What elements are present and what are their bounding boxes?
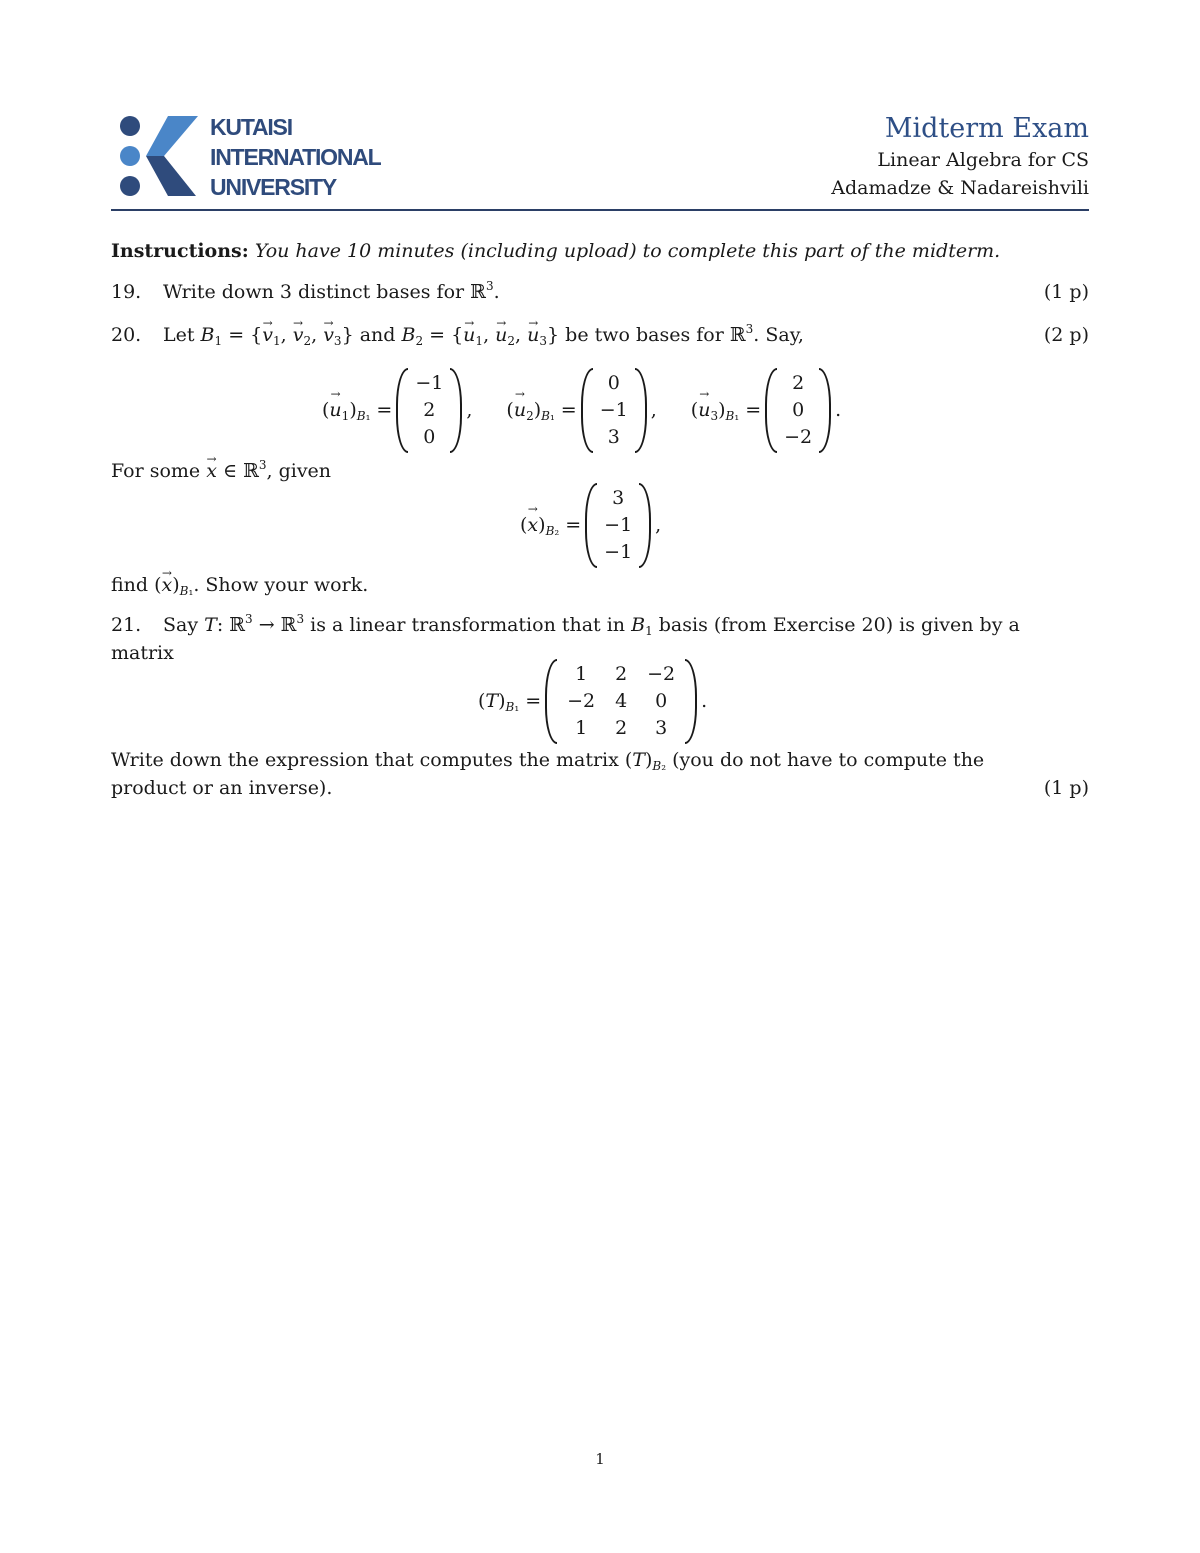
university-logo-mark: [118, 114, 198, 198]
question-20: 20. Let $B_1$ = {→ $v_1$, → $v_2$, → $v_3$} and $B_2$ = {→ $u_1$, → $u_2$, → $u_3$} be two bases for ℝ$^3$. Say, (2 p): [111, 322, 1089, 348]
instructions-text: You have 10 minutes (including upload) to complete this part of the midterm.: [254, 240, 1001, 262]
page-number: 1: [595, 1450, 605, 1468]
instructions-label: Instructions:: [111, 240, 249, 262]
logo-line-1: KUTAISI: [210, 114, 292, 140]
question-number: 20.: [111, 324, 142, 346]
write-line: Write down the expression that computes the matrix $(T)_{B_2}$ (you do not have to compute the: [111, 749, 985, 773]
matrix-cell: −1: [415, 372, 444, 394]
matrix-cell: 0: [607, 372, 620, 394]
instructions: [111, 238, 1089, 264]
x-vector-equation: (→ $x)_{B_2}$ = 3 −1 −1 ,: [520, 480, 661, 570]
matrix-cell: 1: [575, 663, 588, 685]
given-line: For some → x ∈ ℝ$^3$, given: [111, 458, 1089, 484]
question-number: 19.: [111, 281, 142, 303]
matrix-cell: 0: [792, 399, 805, 421]
matrix-cell: 2: [615, 663, 628, 685]
matrix-u3: [765, 368, 831, 453]
matrix-cell: 0: [423, 426, 436, 448]
question-number: 21.: [111, 614, 142, 636]
write-text: Write down the expression that computes the matrix: [111, 749, 619, 771]
logo-line-2: INTERNATIONAL: [210, 144, 381, 170]
matrix-u1: [396, 368, 462, 453]
given-text: For some: [111, 460, 201, 482]
question-points: (2 p): [1043, 324, 1089, 346]
exam-authors: Adamadze & Nadareishvili: [831, 177, 1089, 199]
university-name: [210, 112, 381, 202]
transformation-matrix-equation: $(T)_{B_1}$ = 1 2 −2 −2 4 0 1 2 3 .: [478, 656, 707, 746]
write-tail: (you do not have to compute the: [672, 749, 985, 771]
last-line: [111, 775, 1089, 801]
logo-line-3: UNIVERSITY: [210, 174, 337, 200]
matrix-cell: 2: [792, 372, 805, 394]
matrix-cell: 1: [575, 717, 588, 739]
question-points: (1 p): [1043, 777, 1089, 799]
question-19: 19. Write down 3 distinct bases for ℝ$^3$. (1 p): [111, 279, 1089, 303]
find-prefix: find: [111, 574, 149, 596]
matrix-cell: −1: [599, 399, 628, 421]
basis-vectors-equation: (→ $u_1)_{B_1}$ = −1 2 0 , (→ $u_2)_{B_1}$ = 0 −1 3 , (→ $u_3)_{B_1}$ = 2 0 −2 .: [322, 365, 841, 455]
matrix-cell: −1: [604, 514, 633, 536]
question-text: Write down 3 distinct bases for ℝ: [163, 281, 486, 303]
logo-dot-top: [120, 116, 140, 136]
question-points: (1 p): [1043, 281, 1089, 303]
exam-header: [831, 112, 1089, 202]
find-line: find (→ $x)_{B_1}$. Show your work.: [111, 572, 1089, 598]
question-21: 21. Say T: ℝ$^3$ → ℝ$^3$ is a linear transformation that in $B_1$ basis (from Exercise 20) is given by a: [111, 612, 1020, 638]
matrix-cell: 4: [615, 690, 628, 712]
logo-lower-bar: [146, 156, 196, 196]
exam-title: Midterm Exam: [884, 113, 1089, 144]
matrix-t: [545, 659, 697, 744]
matrix-cell: −2: [567, 690, 596, 712]
matrix-cell: 0: [655, 690, 668, 712]
matrix-cell: −2: [784, 426, 813, 448]
matrix-cell: 2: [615, 717, 628, 739]
matrix-cell: −2: [647, 663, 676, 685]
logo-upper-bar: [146, 116, 198, 156]
matrix-cell: −1: [604, 541, 633, 563]
course-name: Linear Algebra for CS: [877, 149, 1089, 171]
matrix-cell: 3: [612, 487, 625, 509]
matrix-x: [585, 483, 651, 568]
matrix-cell: 3: [655, 717, 668, 739]
question-text-b: basis (from Exercise 20) is given by a: [658, 614, 1020, 636]
find-suffix: . Show your work.: [193, 574, 369, 596]
matrix-cell: 3: [607, 426, 620, 448]
header-divider: [111, 209, 1089, 211]
logo-dot-bottom: [120, 176, 140, 196]
given-suffix: , given: [266, 460, 332, 482]
question-text-a: is a linear transformation that in: [310, 614, 626, 636]
question-text-c: matrix: [111, 642, 174, 664]
matrix-cell: 2: [423, 399, 436, 421]
last-line-text: product or an inverse).: [111, 777, 333, 799]
logo-dot-middle: [120, 146, 140, 166]
matrix-u2: [581, 368, 647, 453]
